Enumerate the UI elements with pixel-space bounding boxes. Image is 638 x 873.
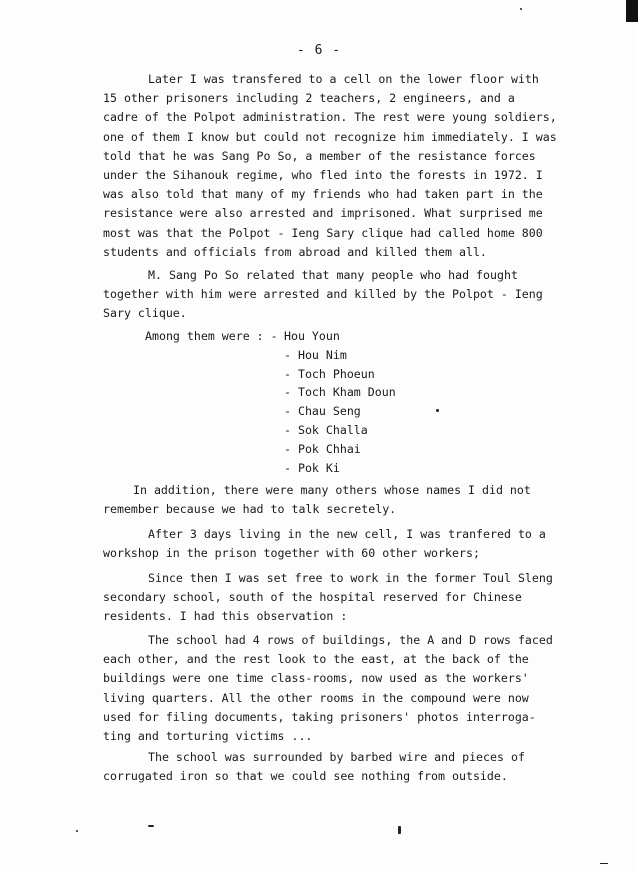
text-line: ting and torturing victims ... xyxy=(103,728,313,743)
scan-speck xyxy=(520,8,522,10)
text-line: cadre of the Polpot administration. The rest were young soldiers, xyxy=(103,110,557,125)
text-line: The school had 4 rows of buildings, the A and D rows faced xyxy=(148,633,553,647)
list-item: - Toch Phoeun xyxy=(284,366,375,381)
paragraph-set-free xyxy=(103,569,598,627)
text-line: In addition, there were many others whose names I did not xyxy=(133,483,531,497)
paragraph-school-buildings xyxy=(103,631,598,746)
names-list-items xyxy=(284,327,396,477)
text-line: The school was surrounded by barbed wire and pieces of xyxy=(148,750,525,764)
text-line: Sary clique. xyxy=(103,306,187,321)
text-line: buildings were one time class-rooms, now used as the workers' xyxy=(103,671,529,686)
scan-speck xyxy=(398,826,401,834)
text-line: workshop in the prison together with 60 other workers; xyxy=(103,546,480,561)
text-line: resistance were also arrested and imprisoned. What surprised me xyxy=(103,206,543,221)
text-line: secondary school, south of the hospital reserved for Chinese xyxy=(103,590,522,605)
text-line: Since then I was set free to work in the former Toul Sleng xyxy=(148,571,553,585)
text-line: under the Sihanouk regime, who fled into the forests in 1972. I xyxy=(103,167,543,182)
paragraph-cell-transfer xyxy=(103,70,598,262)
text-line: most was that the Polpot - Ieng Sary clique had called home 800 xyxy=(103,225,543,240)
paragraph-barbed-wire xyxy=(103,748,598,786)
text-line: M. Sang Po So related that many people who had fought xyxy=(148,268,518,282)
text-line: each other, and the rest look to the east, at the back of the xyxy=(103,652,529,667)
list-item: - Hou Nim xyxy=(284,347,347,362)
list-item: - Chau Seng xyxy=(284,404,361,419)
list-item: - Sok Challa xyxy=(284,422,368,437)
text-line: residents. I had this observation : xyxy=(103,609,348,624)
scan-speck xyxy=(148,825,154,827)
names-list-intro: Among them were : - xyxy=(145,329,278,343)
text-line: was also told that many of my friends who had taken part in the xyxy=(103,187,543,202)
list-item: - Pok Chhai xyxy=(284,441,361,456)
paragraph-sang-po-so xyxy=(103,266,598,324)
list-item: Hou Youn xyxy=(284,329,340,343)
list-item: - Toch Kham Doun xyxy=(284,385,396,400)
text-line: told that he was Sang Po So, a member of the resistance forces xyxy=(103,148,536,163)
text-line: students and officials from abroad and killed them all. xyxy=(103,244,487,259)
text-line: living quarters. All the other rooms in the compound were now xyxy=(103,690,529,705)
text-line: 15 other prisoners including 2 teachers, 2 engineers, and a xyxy=(103,91,515,106)
text-line: Later I was transfered to a cell on the lower floor with xyxy=(148,72,539,86)
list-item: - Pok Ki xyxy=(284,460,340,475)
text-line: After 3 days living in the new cell, I was tranfered to a xyxy=(148,527,546,541)
text-line: used for filing documents, taking prisoners' photos interroga- xyxy=(103,709,536,724)
text-line: together with him were arrested and killed by the Polpot - Ieng xyxy=(103,287,543,302)
text-line: remember because we had to talk secretely. xyxy=(103,502,397,517)
scan-speck xyxy=(76,830,78,832)
scan-speck xyxy=(600,863,608,864)
text-line: corrugated iron so that we could see nothing from outside. xyxy=(103,769,508,784)
page-number: - 6 - xyxy=(296,43,342,58)
text-line: one of them I know but could not recognize him immediately. I was xyxy=(103,129,557,144)
scan-speck xyxy=(436,409,439,412)
paragraph-workshop xyxy=(103,525,598,563)
paragraph-others xyxy=(103,481,598,519)
scan-corner-mark xyxy=(626,0,638,22)
